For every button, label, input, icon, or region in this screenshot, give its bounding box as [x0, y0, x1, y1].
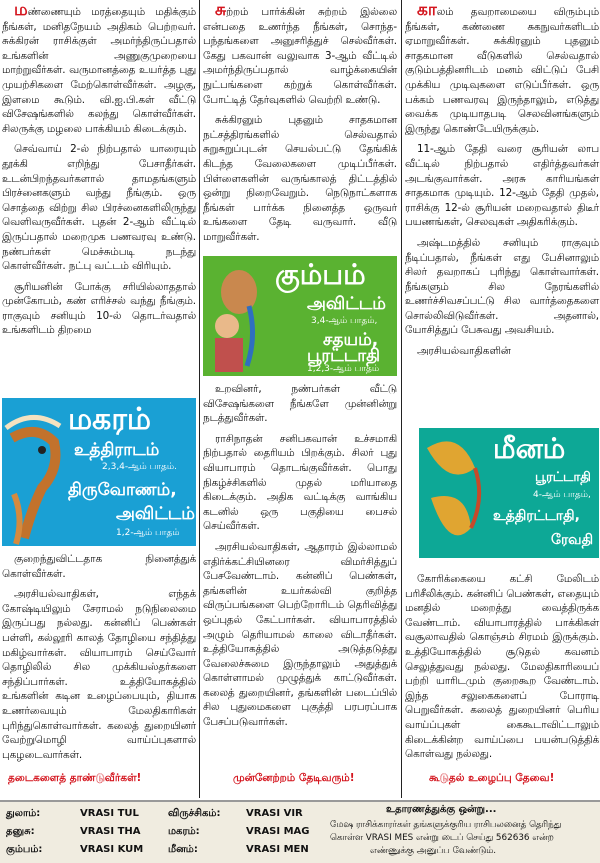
makaram-para-5: அரசியல்வாதிகள், எந்தக் கோஷ்டியிலும் சேராமல் நடுநிலைமை இருப்பது நல்லது. கன்னிப் பெண்கள் பள்ளி, கல்லூரி காலத் தோழியை சந்தித்து மகிழ்வார்கள். வியாபாரம் செய்வோர் தொழிலில் சில முக்கியஸ்தர்களை சந்திப்பார்கள். உத்தியோகத்தில் உங்களின் கடின உழைப்பையும், தியாக உணர்வையும் மேலதிகாரிகள் புரிந்துகொள்வார்கள். கலைத் துறையினர் வேற்றுமொழி வாய்ப்புகளால் புகழடைவார்கள். — [2, 588, 196, 761]
meenam-text-top — [405, 0, 599, 365]
makaram-star-1: உத்திராடம் — [74, 440, 160, 460]
makaram-para-1: மண்ணையும் மரத்தையும் மதிக்கும் நீங்கள், மனிதநேயம் அதிகம் பெற்றவர். சுக்கிரன் ராசிக்குள் அமர்ந்திருப்பதால் உங்களின் அணுகுமுறையை மாற்றுவீர்கள். வருமானத்தை உயர்த்த புது முயற்சிகளை மேற்கொள்வீர்கள். அழகு, இளமை கூடும். வி.ஐ.பி.கள் வீட்டு விசேஷங்களில் கலந்து கொள்வீர்கள். சிலருக்கு மழலை பாக்கியம் கிடைக்கும். — [2, 0, 196, 135]
kumbam-banner — [203, 256, 397, 376]
makaram-text-bottom — [2, 552, 196, 768]
kumbam-star-2: 3,4-ஆம் பாதம், — [311, 316, 378, 326]
meenam-para-4: அரசியல்வாதிகளின் — [417, 345, 511, 358]
footer-note-line-3: எண்ணுக்கு அனுப்ப வேண்டும். — [370, 846, 497, 856]
meenam-star-1: பூரட்டாதி — [535, 470, 591, 485]
column-divider — [401, 0, 402, 798]
meenam-para-5: கோரிக்கையை கட்சி மேலிடம் பரிசீலிக்கும். கன்னிப் பெண்கள், எதையும் மனதில் மறைத்து வைத்திருக்க வேண்டாம். வியாபாரத்தில் பாக்கிகள் வசூலாவதில் கொஞ்சம் சிரமம் இருக்கும். உத்தியோகத்தில் சூடுதல் கவனம் செலுத்துவது நல்லது. மேலதிகாரியைப் பற்றி யாரிடமும் குறைகூற வேண்டாம். இந்த சலுகைகளைப் போராடி பெறுவீர்கள். கலைத் துறையினர் பெரிய வாய்ப்புகள் கைகூடாவிட்டாலும் கிடைக்கின்ற வாய்ப்பை பயன்படுத்திக் கொள்வது நல்லது. — [405, 573, 599, 761]
makaram-para-4: குறைந்துவிட்டதாக நினைத்துக் கொள்வீர்கள். — [2, 553, 196, 580]
footer-note-line-1: மேஷ ராசிக்காரர்கள் தங்களுக்குரிய ராசிபலனைத் தெரிந்து — [330, 820, 562, 830]
makaram-dropcap: ம — [14, 0, 28, 20]
meenam-star-3: உத்திரட்டாதி, — [493, 508, 580, 524]
kumbam-closing-line: முன்னேற்றம் தேடிவரும்! — [233, 772, 355, 784]
footer-label-meenam: மீனம்: — [168, 844, 198, 855]
makaram-star-5: 1,2-ஆம் பாதம் — [116, 528, 180, 538]
kumbam-para-2: சுக்கிரனும் புதனும் சாதகமான நட்சத்திரங்களில் செல்வதால் சுறுசுறுப்புடன் செயல்பட்டு தேங்கிக் கிடந்த வேலைகளை முடிப்பீர்கள். பிள்ளைகளின் வருங்காலத் திட்டத்தில் ஒன்று நிறைவேறும். நெடுநாட்களாக நீங்கள் பார்க்க நினைத்த ஒருவர் உங்களை தேடி வருவார். வீடு மாறுவீர்கள். — [203, 114, 397, 243]
kumbam-star-4: பூரட்டாதி — [307, 346, 381, 366]
water-bearer-icon — [203, 256, 265, 376]
meenam-closing-line: கூடுதல் உழைப்பு தேவை! — [429, 772, 555, 784]
kumbam-star-3: சதயம், — [323, 330, 379, 350]
kumbam-para-5: அரசியல்வாதிகள், ஆதாரம் இல்லாமல் எதிர்க்கட்சியினரை விமர்சித்துப் பேசவேண்டாம். கன்னிப் பெண்கள், தங்களின் உயர்கல்வி குறித்த விருப்பங்களை பெற்றோரிடம் தெரிவித்து ஒப்புதல் கேட்பார்கள். வியாபாரத்தில் அழும் தெரியாமல் காலை விடாதீர்கள். உத்தியோகத்தில் அடுத்தடுத்து வேலைச்சுமை இருந்தாலும் அதுத்துக் கொள்ளாமல் முழுத்துக் காட்டுவீர்கள். கலைத் துறையினர், தங்களின் படைப்பில் சில புதுமைகளை புகுத்தி பரபரப்பாக பேசப்படுவார்கள். — [203, 540, 397, 729]
meenam-star-2: 4-ஆம் பாதம், — [533, 490, 591, 500]
footer-code-kumbam: VRASI KUM — [80, 844, 144, 855]
meenam-para-3: அஷ்டமத்தில் சனியும் ராகுவும் நீடிப்பதால், நீங்கள் எது பேசினாலும் சிலர் தவறாகப் புரிந்து கொள்வார்கள். நீங்களும் சில நேரங்களில் உணர்ச்சிவசப்பட்டு சில வார்த்தைகளை சொல்லிவிடுவீர்கள். அதனால், யோசித்துப் பேசுவது அவசியம். — [405, 236, 599, 337]
kumbam-para-3: உறவினர், நண்பர்கள் வீட்டு விசேஷங்களை நீங்களே முன்னின்று நடத்துவீர்கள். — [203, 383, 397, 425]
footer-example-title: உதாரணத்துக்கு ஒன்று... — [386, 804, 497, 815]
footer-label-thulam: துலாம்: — [6, 808, 41, 819]
footer-note-line-2: கொள்ள VRASI MES என்று டைப் செய்து 562636 என்ற — [330, 833, 554, 843]
makaram-para-2: செவ்வாய் 2-ல் நிற்பதால் யாரையும் தூக்கி எறிந்து பேசாதீர்கள். உடன்பிறந்தவர்களால் தாமதங்களும் பிரச்னைகளும் வந்து நீங்கும். ஒரு சொத்தை விற்று சில பிரச்னைகளிலிருந்து வெளிவருவீர்கள். புதன் 2-ஆம் வீட்டில் இருப்பதால் மறைமுக பணவரவு உண்டு. நண்பர்கள் மெச்சும்படி நடந்து கொள்வீர்கள். நட்பு வட்டம் விரியும். — [2, 143, 196, 273]
fish-icon — [419, 428, 487, 558]
goat-icon — [2, 398, 64, 546]
meenam-text-bottom — [405, 572, 599, 768]
footer-label-makaram: மகரம்: — [168, 826, 200, 837]
meenam-banner — [419, 428, 599, 558]
kumbam-star-1: அவிட்டம் — [307, 294, 386, 314]
footer-label-kumbam: கும்பம்: — [6, 844, 43, 855]
makaram-para-3: சூரியனின் போக்கு சரியில்லாததால் முன்கோபம், கண் எரிச்சல் வந்து நீங்கும். ராகுவும் சனியும் 10-ல் தொடர்வதால் உங்களிடம் திறமை — [2, 280, 196, 337]
makaram-star-2: 2,3,4-ஆம் பாதம். — [102, 462, 177, 472]
meenam-title: மீனம் — [493, 432, 566, 465]
makaram-title: மகரம் — [68, 402, 151, 437]
footer-code-meenam: VRASI MEN — [246, 844, 309, 855]
meenam-para-1: காலம் தவறாமையை விரும்பும் நீங்கள், கண்ணை சுகநுவர்களிடம் ஏமாறுவீர்கள். சுக்கிரனும் புதனும் சாதகமான வீடுகளில் செல்வதால் குடும்பத்தினரிடம் மனம் விட்டுப் பேசி முக்கிய முடிவுகளை எடுப்பீர்கள். ஒரு பக்கம் பணவரவு இருந்தாலும், எடுத்து வைக்க முடியாதபடி செலவினங்களும் இருந்து கொண்டேயிருக்கும். — [405, 0, 599, 135]
footer-code-dhanusu: VRASI THA — [80, 826, 141, 837]
kumbam-title: கும்பம் — [275, 258, 366, 291]
makaram-closing-line: தடைகளைத் தாண்டுவீர்கள்! — [8, 772, 142, 784]
footer-label-dhanusu: தனுசு: — [6, 826, 35, 837]
makaram-star-4: அவிட்டம் — [116, 504, 195, 524]
makaram-text-top — [2, 0, 196, 344]
footer-code-makaram: VRASI MAG — [246, 826, 310, 837]
column-divider — [199, 0, 200, 798]
footer-code-thulam: VRASI TUL — [80, 808, 139, 819]
kumbam-dropcap: சு — [215, 0, 226, 20]
kumbam-text-bottom — [203, 382, 397, 736]
sms-footer — [0, 800, 600, 863]
meenam-dropcap: கா — [417, 0, 437, 20]
makaram-banner — [2, 398, 196, 546]
footer-label-viruchigam: விருச்சிகம்: — [168, 808, 221, 819]
kumbam-text-top — [203, 0, 397, 251]
kumbam-star-5: 1,2,3-ஆம் பாதம் — [307, 364, 380, 374]
meenam-para-2: 11-ஆம் தேதி வரை சூரியன் லாப வீட்டில் நிற்பதால் எதிர்த்தவர்கள் அடங்குவார்கள். அரசு காரியங்கள் சாதகமாக முடியும். 12-ஆம் தேதி முதல், ராசிக்கு 12-ல் சூரியன் மறைவதால் திடீர் பயணங்கள், செலவுகள் அதிகரிக்கும். — [405, 143, 599, 229]
kumbam-para-4: ராசிநாதன் சனிபகவான் உச்சமாகி நிற்பதால் தைரியம் பிறக்கும். சிலர் புது வியாபாரம் தொடங்குவீர்கள். பொது நிகழ்ச்சிகளில் முதல் மரியாதை கிடைக்கும். அதிக வட்டிக்கு வாங்கிய கடனில் ஒரு பகுதியை பைசல் செய்வீர்கள். — [203, 432, 397, 533]
kumbam-para-1: சுற்றம் பார்க்கின் சுற்றம் இல்லை என்பதை உணர்ந்த நீங்கள், சொந்த-பந்தங்களை அனுசரித்துச் செல்வீர்கள். கேது பகவான் வலுவாக 3-ஆம் வீட்டில் அமர்ந்திருப்பதால் வாழ்க்கையின் நுட்பங்களை கற்றுக் கொள்வீர்கள். போட்டித் தேர்வுகளில் வெற்றி உண்டு. — [203, 0, 397, 106]
footer-code-viruchigam: VRASI VIR — [246, 808, 303, 819]
makaram-star-3: திருவோணம், — [68, 480, 177, 500]
meenam-star-4: ரேவதி — [551, 532, 594, 548]
